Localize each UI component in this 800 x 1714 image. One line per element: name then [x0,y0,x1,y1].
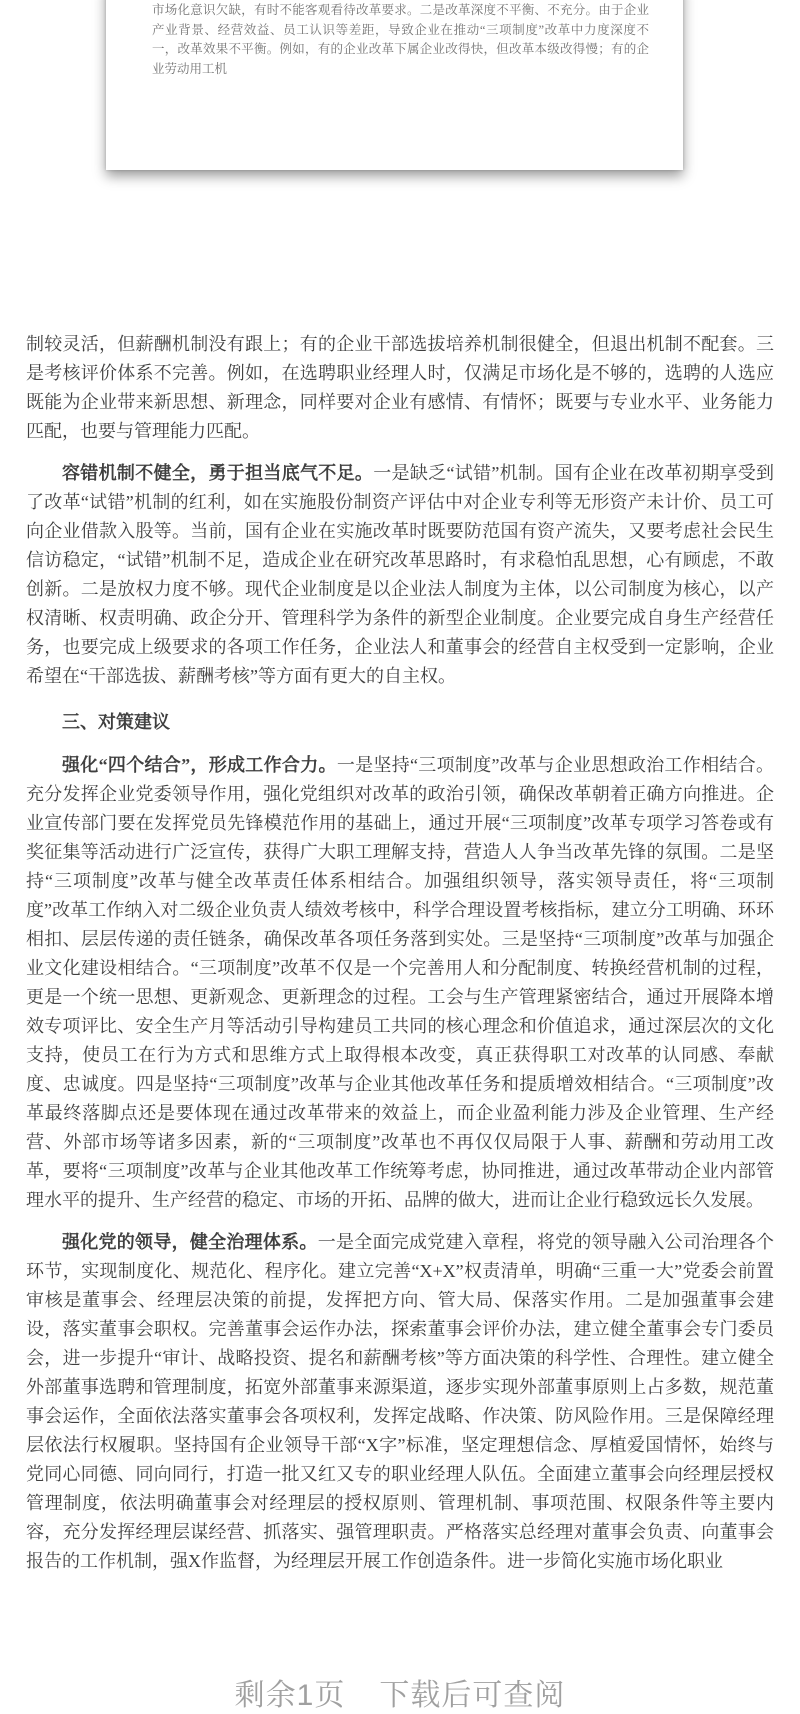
paragraph-lead: 强化“四个结合”，形成工作合力。 [62,755,337,775]
paragraph-lead: 强化党的领导，健全治理体系。 [62,1232,318,1252]
paragraph-text: 一是坚持“三项制度”改革与企业思想政治工作相结合。充分发挥企业党委领导作用，强化党组织对改革的政治引领，确保改革朝着正确方向推进。企业宣传部门要在发挥党员先锋模范作用的基础上，通过开展“三项制度”改革专项学习答卷或有奖征集等活动进行广泛宣传，获得广大职工理解支持，营造人人争当改革先锋的氛围。二是坚持“三项制度”改革与健全改革责任体系相结合。加强组织领导，落实领导责任，将“三项制度”改革工作纳入对二级企业负责人绩效考核中，科学合理设置考核指标，建立分工明确、环环相扣、层层传递的责任链条，确保改革各项任务落到实处。三是坚持“三项制度”改革与加强企业文化建设相结合。“三项制度”改革不仅是一个完善用人和分配制度、转换经营机制的过程，更是一个统一思想、更新观念、更新理念的过程。工会与生产管理紧密结合，通过开展降本增效专项评比、安全生产月等活动引导构建员工共同的核心理念和价值追求，通过深层次的文化支持，使员工在行为方式和思维方式上取得根本改变，真正获得职工对改革的认同感、奉献度、忠诚度。四是坚持“三项制度”改革与企业其他改革任务和提质增效相结合。“三项制度”改革最终落脚点还是要体现在通过改革带来的效益上，而企业盈利能力涉及企业管理、生产经营、外部市场等诸多因素，新的“三项制度”改革也不再仅仅局限于人事、薪酬和劳动用工改革，要将“三项制度”改革与企业其他改革工作统筹考虑，协同推进，通过改革带动企业内部管理水平的提升、生产经营的稳定、市场的开拓、品牌的做大，进而让企业行稳致远长久发展。 [26,755,774,1210]
document-page [0,330,800,1576]
remaining-pages-count: 剩余1页 [234,1679,346,1712]
paragraph-party-leadership [26,1228,774,1576]
remaining-pages-tip [0,1670,800,1714]
paragraph-continuation [26,330,774,446]
download-to-view-hint: 下载后可查阅 [379,1679,566,1712]
page-preview-text: 市场化意识欠缺，有时不能客观看待改革要求。二是改革深度不平衡、不充分。由于企业产业背景、经营效益、员工认识等差距，导致企业在推动“三项制度”改革中力度深度不一，改革效果不平衡。例如，有的企业改革下属企业改得快，但改革本级改得慢；有的企业劳动用工机 [152,3,649,76]
paragraph-fault-tolerance [26,459,774,691]
paragraph-text: 一是缺乏“试错”机制。国有企业在改革初期享受到了改革“试错”机制的红利，如在实施股份制资产评估中对企业专利等无形资产未计价、员工可向企业借款入股等。当前，国有企业在实施改革时既要防范国有资产流失，又要考虑社会民生信访稳定，“试错”机制不足，造成企业在研究改革思路时，有求稳怕乱思想，心有顾虑，不敢创新。二是放权力度不够。现代企业制度是以企业法人制度为主体，以公司制度为核心，以产权清晰、权责明确、政企分开、管理科学为条件的新型企业制度。企业要完成自身生产经营任务，也要完成上级要求的各项工作任务，企业法人和董事会的经营自主权受到一定影响，企业希望在“干部选拔、薪酬考核”等方面有更大的自主权。 [26,463,775,686]
section-heading-countermeasures: 三、对策建议 [62,712,170,732]
paragraph-text: 一是全面完成党建入章程，将党的领导融入公司治理各个环节，实现制度化、规范化、程序化。建立完善“X+X”权责清单，明确“三重一大”党委会前置审核是董事会、经理层决策的前提，发挥把方向、管大局、保落实作用。二是加强董事会建设，落实董事会职权。完善董事会运作办法，探索董事会评价办法，建立健全董事会专门委员会，进一步提升“审计、战略投资、提名和薪酬考核”等方面决策的科学性、合理性。建立健全外部董事选聘和管理制度，拓宽外部董事来源渠道，逐步实现外部董事原则上占多数，规范董事会运作，全面依法落实董事会各项权利，发挥定战略、作决策、防风险作用。三是保障经理层依法行权履职。坚持国有企业领导干部“X字”标准，坚定理想信念、厚植爱国情怀，始终与党同心同德、同向同行，打造一批又红又专的职业经理人队伍。全面建立董事会向经理层授权管理制度，依法明确董事会对经理层的授权原则、管理机制、事项范围、权限条件等主要内容，充分发挥经理层谋经营、抓落实、强管理职责。严格落实总经理对董事会负责、向董事会报告的工作机制，强X作监督，为经理层开展工作创造条件。进一步简化实施市场化职业 [26,1232,775,1571]
paragraph-lead: 容错机制不健全，勇于担当底气不足。 [62,463,374,483]
paragraph-text: 制较灵活，但薪酬机制没有跟上；有的企业干部选拔培养机制很健全，但退出机制不配套。三是考核评价体系不完善。例如，在选聘职业经理人时，仅满足市场化是不够的，选聘的人选应既能为企业带来新思想、新理念，同样要对企业有感情、有情怀；既要与专业水平、业务能力匹配，也要与管理能力匹配。 [26,334,774,441]
paragraph-four-combinations [26,751,774,1215]
page-preview-card [106,0,683,170]
